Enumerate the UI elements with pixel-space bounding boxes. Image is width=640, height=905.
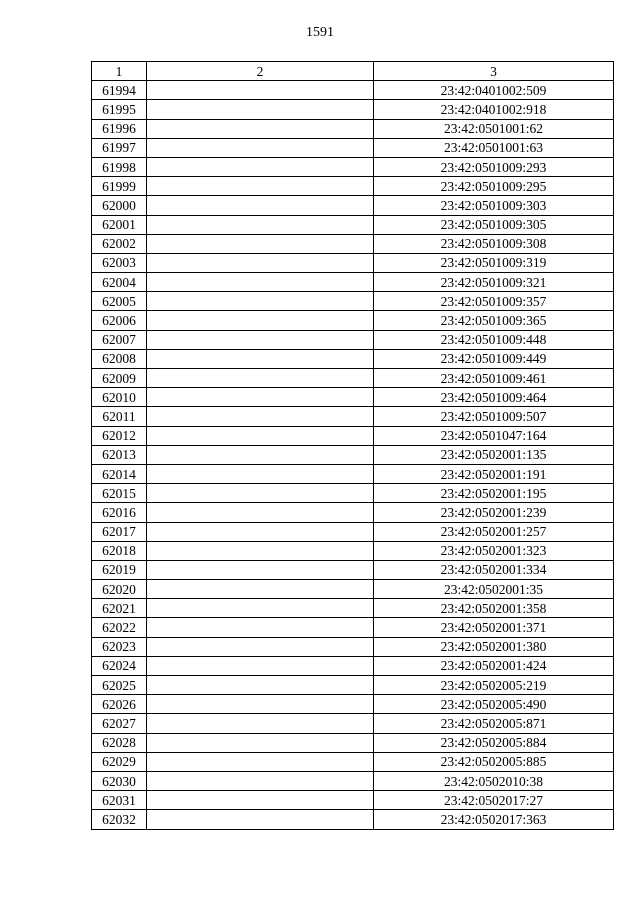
table-row: [92, 541, 614, 560]
table-row: [92, 752, 614, 771]
row-number-cell: 62011: [92, 407, 147, 426]
cadastral-number-cell: 23:42:0501009:305: [374, 215, 614, 234]
table-row: [92, 771, 614, 790]
cadastral-number-cell: 23:42:0501009:308: [374, 234, 614, 253]
cadastral-number-cell: 23:42:0401002:509: [374, 81, 614, 100]
row-number-cell: 62006: [92, 311, 147, 330]
table-body: [92, 81, 614, 829]
cadastral-number-cell: 23:42:0501009:293: [374, 157, 614, 176]
cadastral-number-cell: 23:42:0401002:918: [374, 100, 614, 119]
description-cell: [147, 464, 374, 483]
description-cell: [147, 119, 374, 138]
table-row: [92, 273, 614, 292]
cadastral-number-cell: 23:42:0502001:323: [374, 541, 614, 560]
table-row: [92, 695, 614, 714]
description-cell: [147, 253, 374, 272]
table-row: [92, 349, 614, 368]
description-cell: [147, 81, 374, 100]
description-cell: [147, 100, 374, 119]
description-cell: [147, 330, 374, 349]
table-row: [92, 637, 614, 656]
table-row: [92, 388, 614, 407]
table-row: [92, 196, 614, 215]
cadastral-number-cell: 23:42:0502001:358: [374, 599, 614, 618]
description-cell: [147, 522, 374, 541]
cadastral-number-cell: 23:42:0501009:464: [374, 388, 614, 407]
description-cell: [147, 426, 374, 445]
row-number-cell: 62023: [92, 637, 147, 656]
table-row: [92, 292, 614, 311]
table-row: [92, 215, 614, 234]
table-row: [92, 503, 614, 522]
row-number-cell: 62000: [92, 196, 147, 215]
table-row: [92, 157, 614, 176]
table-row: [92, 618, 614, 637]
table-row: [92, 714, 614, 733]
cadastral-number-cell: 23:42:0501009:507: [374, 407, 614, 426]
row-number-cell: 62010: [92, 388, 147, 407]
description-cell: [147, 733, 374, 752]
cadastral-number-cell: 23:42:0501001:63: [374, 138, 614, 157]
cadastral-number-cell: 23:42:0501009:365: [374, 311, 614, 330]
cadastral-number-cell: 23:42:0501009:357: [374, 292, 614, 311]
description-cell: [147, 637, 374, 656]
cadastral-number-cell: 23:42:0501001:62: [374, 119, 614, 138]
row-number-cell: 62013: [92, 445, 147, 464]
description-cell: [147, 695, 374, 714]
cadastral-number-cell: 23:42:0502001:195: [374, 484, 614, 503]
row-number-cell: 62008: [92, 349, 147, 368]
table-row: [92, 177, 614, 196]
description-cell: [147, 714, 374, 733]
row-number-cell: 62015: [92, 484, 147, 503]
row-number-cell: 62030: [92, 771, 147, 790]
row-number-cell: 62014: [92, 464, 147, 483]
description-cell: [147, 752, 374, 771]
cadastral-number-cell: 23:42:0502005:219: [374, 676, 614, 695]
cadastral-number-cell: 23:42:0502017:27: [374, 791, 614, 810]
column-header-1: 1: [92, 62, 147, 81]
row-number-cell: 62005: [92, 292, 147, 311]
table-row: [92, 100, 614, 119]
description-cell: [147, 656, 374, 675]
description-cell: [147, 791, 374, 810]
column-header-2: 2: [147, 62, 374, 81]
cadastral-number-cell: 23:42:0501009:461: [374, 369, 614, 388]
description-cell: [147, 311, 374, 330]
row-number-cell: 61998: [92, 157, 147, 176]
description-cell: [147, 388, 374, 407]
description-cell: [147, 407, 374, 426]
description-cell: [147, 560, 374, 579]
cadastral-number-cell: 23:42:0501009:448: [374, 330, 614, 349]
description-cell: [147, 484, 374, 503]
row-number-cell: 62022: [92, 618, 147, 637]
row-number-cell: 62032: [92, 810, 147, 829]
cadastral-number-cell: 23:42:0501009:303: [374, 196, 614, 215]
row-number-cell: 62012: [92, 426, 147, 445]
row-number-cell: 61997: [92, 138, 147, 157]
cadastral-number-cell: 23:42:0502005:871: [374, 714, 614, 733]
row-number-cell: 62018: [92, 541, 147, 560]
row-number-cell: 62029: [92, 752, 147, 771]
cadastral-number-cell: 23:42:0502005:885: [374, 752, 614, 771]
table-row: [92, 445, 614, 464]
row-number-cell: 62004: [92, 273, 147, 292]
description-cell: [147, 215, 374, 234]
row-number-cell: 62001: [92, 215, 147, 234]
table-row: [92, 676, 614, 695]
description-cell: [147, 196, 374, 215]
table-row: [92, 656, 614, 675]
cadastral-number-cell: 23:42:0502005:490: [374, 695, 614, 714]
description-cell: [147, 445, 374, 464]
row-number-cell: 62007: [92, 330, 147, 349]
row-number-cell: 62003: [92, 253, 147, 272]
table-row: [92, 560, 614, 579]
description-cell: [147, 810, 374, 829]
row-number-cell: 62009: [92, 369, 147, 388]
description-cell: [147, 292, 374, 311]
row-number-cell: 62031: [92, 791, 147, 810]
page-number: 1591: [306, 25, 334, 40]
cadastral-number-cell: 23:42:0502001:135: [374, 445, 614, 464]
table-row: [92, 234, 614, 253]
row-number-cell: 62024: [92, 656, 147, 675]
row-number-cell: 61996: [92, 119, 147, 138]
column-header-3: 3: [374, 62, 614, 81]
table-row: [92, 733, 614, 752]
description-cell: [147, 138, 374, 157]
cadastral-number-cell: 23:42:0502010:38: [374, 771, 614, 790]
description-cell: [147, 771, 374, 790]
table-row: [92, 253, 614, 272]
cadastral-number-cell: 23:42:0501009:321: [374, 273, 614, 292]
description-cell: [147, 177, 374, 196]
table-row: [92, 330, 614, 349]
table-row: [92, 138, 614, 157]
cadastral-number-cell: 23:42:0502001:334: [374, 560, 614, 579]
row-number-cell: 62017: [92, 522, 147, 541]
table-row: [92, 484, 614, 503]
row-number-cell: 62027: [92, 714, 147, 733]
table-row: [92, 369, 614, 388]
cadastral-table: [91, 61, 614, 830]
table-row: [92, 599, 614, 618]
description-cell: [147, 273, 374, 292]
cadastral-number-cell: 23:42:0501009:449: [374, 349, 614, 368]
row-number-cell: 62016: [92, 503, 147, 522]
description-cell: [147, 349, 374, 368]
description-cell: [147, 157, 374, 176]
cadastral-number-cell: 23:42:0501047:164: [374, 426, 614, 445]
description-cell: [147, 234, 374, 253]
table-row: [92, 426, 614, 445]
row-number-cell: 62021: [92, 599, 147, 618]
cadastral-number-cell: 23:42:0501009:295: [374, 177, 614, 196]
description-cell: [147, 369, 374, 388]
cadastral-number-cell: 23:42:0501009:319: [374, 253, 614, 272]
cadastral-number-cell: 23:42:0502001:380: [374, 637, 614, 656]
cadastral-number-cell: 23:42:0502001:35: [374, 580, 614, 599]
row-number-cell: 61995: [92, 100, 147, 119]
row-number-cell: 62020: [92, 580, 147, 599]
cadastral-number-cell: 23:42:0502001:424: [374, 656, 614, 675]
table-row: [92, 522, 614, 541]
table-row: [92, 464, 614, 483]
description-cell: [147, 580, 374, 599]
description-cell: [147, 503, 374, 522]
header-row: [92, 62, 614, 81]
table-row: [92, 407, 614, 426]
row-number-cell: 62002: [92, 234, 147, 253]
row-number-cell: 62028: [92, 733, 147, 752]
cadastral-number-cell: 23:42:0502017:363: [374, 810, 614, 829]
cadastral-number-cell: 23:42:0502001:191: [374, 464, 614, 483]
cadastral-number-cell: 23:42:0502001:371: [374, 618, 614, 637]
table-row: [92, 791, 614, 810]
table-row: [92, 311, 614, 330]
description-cell: [147, 676, 374, 695]
cadastral-number-cell: 23:42:0502005:884: [374, 733, 614, 752]
table-row: [92, 580, 614, 599]
row-number-cell: 62025: [92, 676, 147, 695]
row-number-cell: 61999: [92, 177, 147, 196]
cadastral-number-cell: 23:42:0502001:257: [374, 522, 614, 541]
description-cell: [147, 541, 374, 560]
table-row: [92, 81, 614, 100]
cadastral-number-cell: 23:42:0502001:239: [374, 503, 614, 522]
row-number-cell: 61994: [92, 81, 147, 100]
table-row: [92, 810, 614, 829]
table-row: [92, 119, 614, 138]
row-number-cell: 62026: [92, 695, 147, 714]
description-cell: [147, 599, 374, 618]
table-header: [92, 62, 614, 81]
description-cell: [147, 618, 374, 637]
row-number-cell: 62019: [92, 560, 147, 579]
